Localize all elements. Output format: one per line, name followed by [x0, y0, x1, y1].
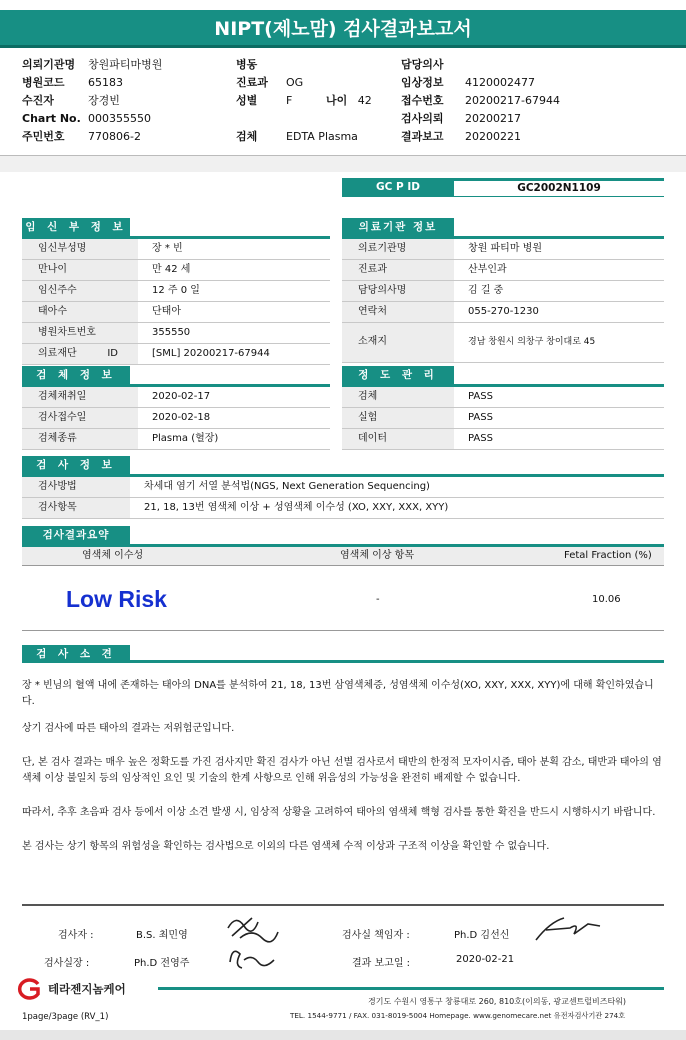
- header-field-label: 성별: [236, 94, 258, 107]
- test-title: 검 사 정 보: [22, 456, 130, 474]
- row-label: 임신주수: [22, 281, 138, 301]
- header-field-label: 검사의뢰: [401, 112, 444, 125]
- header-field: [401, 128, 560, 146]
- row-value: PASS: [468, 412, 493, 423]
- header-field-value: 20200217-67944: [465, 94, 560, 107]
- row-value: 355550: [152, 327, 191, 338]
- report-title: NIPT(제노맘) 검사결과보고서: [0, 10, 686, 48]
- summary-bottom-line: [22, 630, 664, 631]
- table-row: [22, 387, 330, 408]
- header-field: [22, 128, 162, 146]
- company-logo-icon: [14, 978, 44, 1000]
- row-value: Plasma (혈장): [152, 433, 219, 444]
- header-field-value: 20200221: [465, 130, 521, 143]
- page-number: 1page/3page (RV_1): [22, 1012, 109, 1022]
- table-row: [342, 281, 664, 302]
- header-field: [401, 56, 560, 74]
- institution-title: 의료기관 정보: [342, 218, 454, 236]
- header-field-label: 수진자: [22, 94, 54, 107]
- header-field-value: EDTA Plasma: [286, 130, 358, 143]
- header-field-value: 창원파티마병원: [88, 58, 163, 71]
- header-col1: [22, 56, 162, 146]
- row-value: 경남 창원시 의창구 창이대로 45: [468, 337, 596, 347]
- table-row: [342, 323, 664, 363]
- row-label: 검사방법: [22, 477, 130, 497]
- header-field-label: 검체: [236, 130, 258, 143]
- header-field-value: 770806-2: [88, 130, 141, 143]
- row-label: 소재지: [342, 323, 454, 362]
- divider-band: [0, 156, 686, 172]
- header-field-label: 접수번호: [401, 94, 444, 107]
- row-value: 차세대 염기 서열 분석법(NGS, Next Generation Sequencing): [144, 481, 430, 492]
- gcp-label: GC P ID: [342, 178, 454, 197]
- row-label: 연락처: [342, 302, 454, 322]
- header-field-value: 65183: [88, 76, 123, 89]
- footer-line: [158, 987, 664, 990]
- row-label: 진료과: [342, 260, 454, 280]
- gcp-value: GC2002N1109: [454, 178, 664, 197]
- age-value: 42: [357, 94, 372, 107]
- row-value: 김 길 중: [468, 285, 504, 296]
- footer-contact: TEL. 1544-9771 / FAX. 031-8019-5004 Homepage. www.genomecare.net 유전자검사기관 274호: [290, 1011, 626, 1020]
- row-value: 21, 18, 13번 염색체 이상 + 성염색체 이수성 (XO, XXY, XXX, XYY): [144, 502, 449, 513]
- result-item: -: [376, 594, 380, 605]
- institution-table: [342, 236, 664, 363]
- row-label: 검사항목: [22, 498, 130, 518]
- report-date: 2020-02-21: [456, 954, 515, 965]
- header-field: [401, 110, 560, 128]
- pregnancy-table: [22, 236, 330, 365]
- row-value: 장 * 빈: [152, 243, 183, 254]
- finding-paragraph: 본 검사는 상기 항목의 위험성을 확인하는 검사법으로 이외의 다른 염색체 수적 이상과 구조적 이상을 확인할 수 없습니다.: [22, 841, 550, 852]
- head-signature-icon: [222, 940, 282, 974]
- table-row: [342, 239, 664, 260]
- row-value: 2020-02-18: [152, 412, 211, 423]
- header-field: [22, 92, 162, 110]
- table-row: [342, 302, 664, 323]
- header-col3: [401, 56, 560, 146]
- row-label: 검체채취일: [22, 387, 138, 407]
- summary-title: 검사결과요약: [22, 526, 130, 544]
- resp-signature-icon: [530, 908, 602, 946]
- summary-col-items: 염색체 이상 항목: [340, 550, 414, 561]
- row-label: 담당의사명: [342, 281, 454, 301]
- finding-paragraph: 상기 검사에 따른 태아의 결과는 저위험군입니다.: [22, 723, 235, 734]
- header-field-value: F: [286, 94, 293, 107]
- table-row: [22, 477, 664, 498]
- header-field: [401, 74, 560, 92]
- row-label: 검체종류: [22, 429, 138, 449]
- pregnancy-title: 임 신 부 정 보: [22, 218, 130, 236]
- header-field-value: 20200217: [465, 112, 521, 125]
- table-row: [22, 302, 330, 323]
- header-field-value: 000355550: [88, 112, 151, 125]
- header-field-value: OG: [286, 76, 304, 89]
- finding-paragraph: 장 * 빈님의 혈액 내에 존재하는 태아의 DNA를 분석하여 21, 18, 13번 삼염색체증, 성염색체 이수성(XO, XXY, XXX, XYY)에 대해 확인하였습니다.: [22, 680, 654, 707]
- row-label: 검사접수일: [22, 408, 138, 428]
- specimen-title: 검 체 정 보: [22, 366, 130, 384]
- header-age: [326, 92, 372, 110]
- table-row: [22, 498, 664, 519]
- tester-name: B.S. 최민영: [136, 930, 188, 941]
- header-field: [22, 56, 162, 74]
- result-ff: 10.06: [592, 594, 621, 605]
- header-field: [236, 56, 358, 74]
- row-value: [SML] 20200217-67944: [152, 348, 270, 359]
- result-risk: Low Risk: [66, 586, 167, 612]
- head-name: Ph.D 전영주: [134, 958, 190, 969]
- table-row: [22, 260, 330, 281]
- header-field-label: 주민번호: [22, 130, 65, 143]
- findings-line: [130, 660, 664, 663]
- table-row: [22, 429, 330, 450]
- header-field: [401, 92, 560, 110]
- head-label: 검사실장 :: [44, 958, 90, 969]
- row-label: 의료기관명: [342, 239, 454, 259]
- resp-name: Ph.D 김선신: [454, 930, 510, 941]
- resp-label: 검사실 책임자 :: [342, 930, 410, 941]
- test-table: [22, 474, 664, 519]
- header-field-label: 병동: [236, 58, 258, 71]
- header-field-label: Chart No.: [22, 112, 81, 125]
- bottom-band: [0, 1030, 686, 1040]
- header-field: [22, 74, 162, 92]
- row-value: PASS: [468, 433, 493, 444]
- header-field-value: 4120002477: [465, 76, 535, 89]
- row-value: 창원 파티마 병원: [468, 243, 542, 254]
- table-row: [22, 281, 330, 302]
- header-field-label: 의뢰기관명: [22, 58, 76, 71]
- footer-address: 경기도 수원시 영통구 창룡대로 260, 810호(이의동, 광교센트럴비즈타워): [368, 997, 627, 1006]
- tester-label: 검사자 :: [58, 930, 94, 941]
- table-row: [342, 387, 664, 408]
- header-field-label: 진료과: [236, 76, 268, 89]
- table-row: [22, 239, 330, 260]
- table-row: [342, 429, 664, 450]
- row-label: 검체: [342, 387, 454, 407]
- summary-header-row: [22, 544, 664, 566]
- summary-col-aneuploidy: 염색체 이수성: [82, 550, 144, 561]
- specimen-table: [22, 384, 330, 450]
- summary-col-ff: Fetal Fraction (%): [564, 550, 652, 561]
- finding-paragraph: 단, 본 검사 결과는 매우 높은 정확도를 가진 검사지만 확진 검사가 아닌 선별 검사로서 태반의 한정적 모자이시즘, 태아 분획 감소, 태반과 태아의 염색체 이상 불일치 등의 임상적인 요인 및 기술의 한계 사항으로 인해 위음성의 가능성을 완전히 배제할 수 없습니다.: [22, 757, 662, 784]
- qc-title: 정 도 관 리: [342, 366, 454, 384]
- table-row: [22, 344, 330, 365]
- signature-top-line: [22, 904, 664, 906]
- row-value: 산부인과: [468, 264, 507, 275]
- row-label: 임신부성명: [22, 239, 138, 259]
- company-name: 테라젠지놈케어: [48, 982, 126, 996]
- header-field: [22, 110, 162, 128]
- age-label: 나이: [326, 94, 348, 107]
- header-field-label: 담당의사: [401, 58, 444, 71]
- header-field-label: 병원코드: [22, 76, 65, 89]
- table-row: [22, 408, 330, 429]
- row-value: 만 42 세: [152, 264, 191, 275]
- finding-paragraph: 따라서, 추후 초음파 검사 등에서 이상 소견 발생 시, 임상적 상황을 고려하여 태아의 염색체 핵형 검사를 통한 확진을 반드시 시행하시기 바랍니다.: [22, 807, 656, 818]
- header-field-label: 임상정보: [401, 76, 444, 89]
- table-row: [22, 323, 330, 344]
- row-value: 055-270-1230: [468, 306, 539, 317]
- row-label: 실험: [342, 408, 454, 428]
- header-field-value: 장경빈: [88, 94, 120, 107]
- qc-table: [342, 384, 664, 450]
- row-label: 만나이: [22, 260, 138, 280]
- header-field-label: 결과보고: [401, 130, 444, 143]
- row-label: 의료재단 ID: [22, 344, 138, 364]
- header-info: [0, 52, 686, 156]
- report-label: 결과 보고일 :: [352, 958, 411, 969]
- findings-title: 검 사 소 견: [22, 645, 130, 663]
- header-field: [236, 74, 358, 92]
- table-row: [342, 408, 664, 429]
- row-value: 2020-02-17: [152, 391, 211, 402]
- row-label: 태아수: [22, 302, 138, 322]
- table-row: [342, 260, 664, 281]
- row-label: 데이터: [342, 429, 454, 449]
- row-label: 병원차트번호: [22, 323, 138, 343]
- row-value: 12 주 0 일: [152, 285, 200, 296]
- findings-body: [22, 678, 664, 866]
- row-value: 단태아: [152, 306, 181, 317]
- header-field: [236, 128, 358, 146]
- row-value: PASS: [468, 391, 493, 402]
